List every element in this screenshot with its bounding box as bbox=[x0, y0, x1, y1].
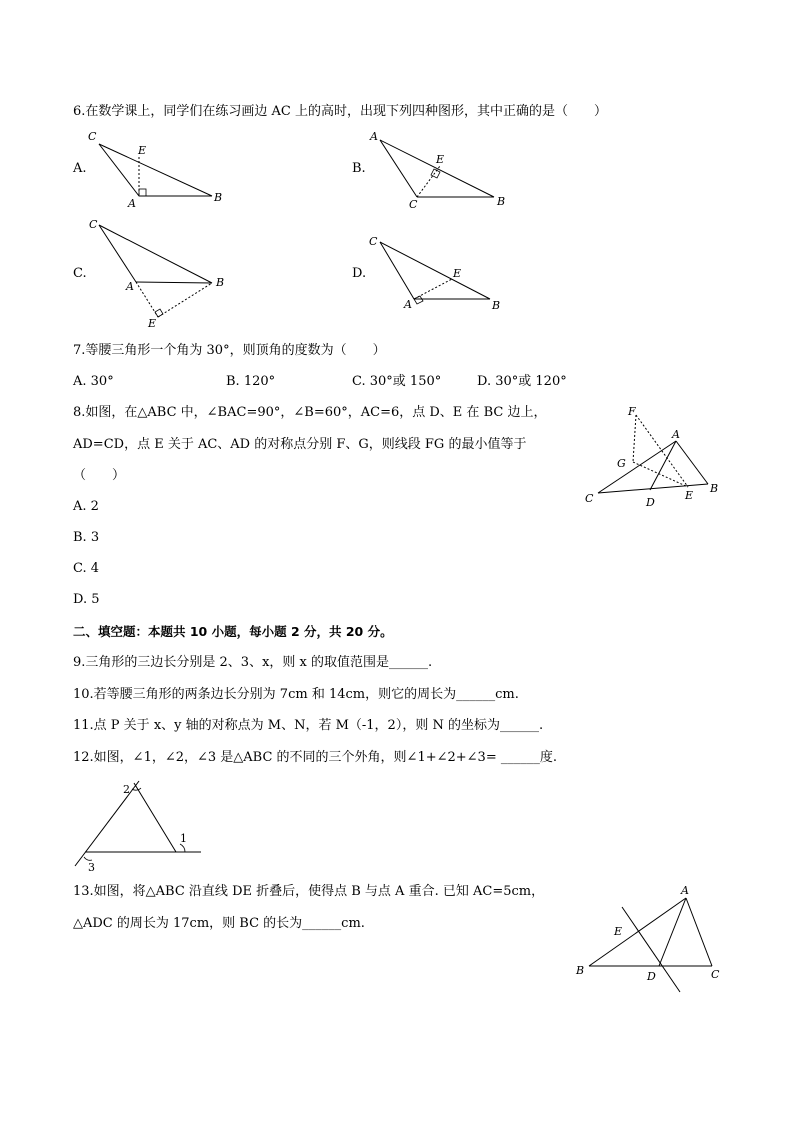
q13-line1: 13.如图，将△ABC 沿直线 DE 折叠后，使得点 B 与点 A 重合. 已知 AC=5cm， bbox=[73, 884, 545, 899]
q13-label-B: B bbox=[576, 964, 585, 977]
q13-line2: △ADC 的周长为 17cm，则 BC 的长为______cm. bbox=[73, 916, 365, 931]
figC-label-B: B bbox=[216, 276, 225, 289]
q6-option-d-label[interactable]: D. bbox=[352, 266, 367, 281]
q8-line1: 8.如图，在△ABC 中，∠BAC=90°，∠B=60°，AC=6，点 D、E 在 BC 边上， bbox=[73, 405, 547, 420]
figA-label-B: B bbox=[214, 191, 223, 204]
figA-label-A: A bbox=[128, 197, 136, 210]
q8-option-a[interactable]: A. 2 bbox=[73, 499, 99, 514]
q13-label-A: A bbox=[681, 884, 689, 897]
q6-option-c-label[interactable]: C. bbox=[73, 266, 87, 281]
q10-stem: 10.若等腰三角形的两条边长分别为 7cm 和 14cm，则它的周长为______cm. bbox=[73, 687, 519, 702]
q8-option-d[interactable]: D. 5 bbox=[73, 592, 100, 607]
q12-angle-1-label: 1 bbox=[180, 832, 187, 845]
q11-stem: 11.点 P 关于 x、y 轴的对称点为 M、N，若 M（-1，2），则 N 的坐标为______. bbox=[73, 718, 544, 733]
q7-option-d[interactable]: D. 30°或 120° bbox=[477, 374, 567, 389]
q12-stem: 12.如图，∠1，∠2，∠3 是△ABC 的不同的三个外角，则∠1+∠2+∠3= ______度. bbox=[73, 750, 557, 765]
figD-label-E: E bbox=[453, 267, 462, 280]
q8-label-F: F bbox=[628, 405, 636, 418]
figC-label-C: C bbox=[89, 218, 98, 231]
q6-option-b-label[interactable]: B. bbox=[352, 161, 366, 176]
q8-option-b[interactable]: B. 3 bbox=[73, 530, 100, 545]
q8-label-E: E bbox=[685, 489, 694, 502]
section2-heading: 二、填空题：本题共 10 小题，每小题 2 分，共 20 分。 bbox=[73, 624, 393, 639]
q12-angle-3-label: 3 bbox=[88, 861, 95, 874]
q7-option-c[interactable]: C. 30°或 150° bbox=[352, 374, 442, 389]
q8-option-c[interactable]: C. 4 bbox=[73, 561, 100, 576]
q13-label-E: E bbox=[614, 925, 623, 938]
q8-line2: AD=CD，点 E 关于 AC、AD 的对称点分别 F、G，则线段 FG 的最小值等于 bbox=[73, 437, 527, 452]
figD-label-C: C bbox=[369, 235, 378, 248]
q7-option-a[interactable]: A. 30° bbox=[73, 374, 114, 389]
q8-label-C: C bbox=[585, 492, 594, 505]
q8-line3: （ ） bbox=[73, 468, 126, 483]
q8-label-B: B bbox=[710, 482, 719, 495]
q13-label-C: C bbox=[711, 968, 720, 981]
q7-option-b[interactable]: B. 120° bbox=[226, 374, 276, 389]
q8-label-A: A bbox=[672, 428, 680, 441]
figB-label-B: B bbox=[497, 195, 506, 208]
figD-label-B: B bbox=[492, 299, 501, 312]
q7-stem: 7.等腰三角形一个角为 30°，则顶角的度数为（ ） bbox=[73, 343, 386, 358]
q13-label-D: D bbox=[647, 970, 656, 983]
figB-label-E: E bbox=[436, 153, 445, 166]
figC-label-E: E bbox=[148, 317, 157, 330]
q8-label-G: G bbox=[617, 457, 626, 470]
q9-stem: 9.三角形的三边长分别是 2、3、x，则 x 的取值范围是______. bbox=[73, 655, 433, 670]
figD-label-A: A bbox=[404, 298, 412, 311]
figB-label-C: C bbox=[409, 198, 418, 211]
figB-label-A: A bbox=[370, 130, 378, 143]
figA-label-E: E bbox=[138, 144, 147, 157]
figA-label-C: C bbox=[88, 130, 97, 143]
figC-label-A: A bbox=[126, 280, 134, 293]
q12-angle-2-label: 2 bbox=[123, 783, 130, 796]
q6-stem: 6.在数学课上，同学们在练习画边 AC 上的高时，出现下列四种图形，其中正确的是（ ） bbox=[73, 104, 608, 119]
q6-option-a-label[interactable]: A. bbox=[73, 161, 87, 176]
q8-label-D: D bbox=[646, 496, 655, 509]
